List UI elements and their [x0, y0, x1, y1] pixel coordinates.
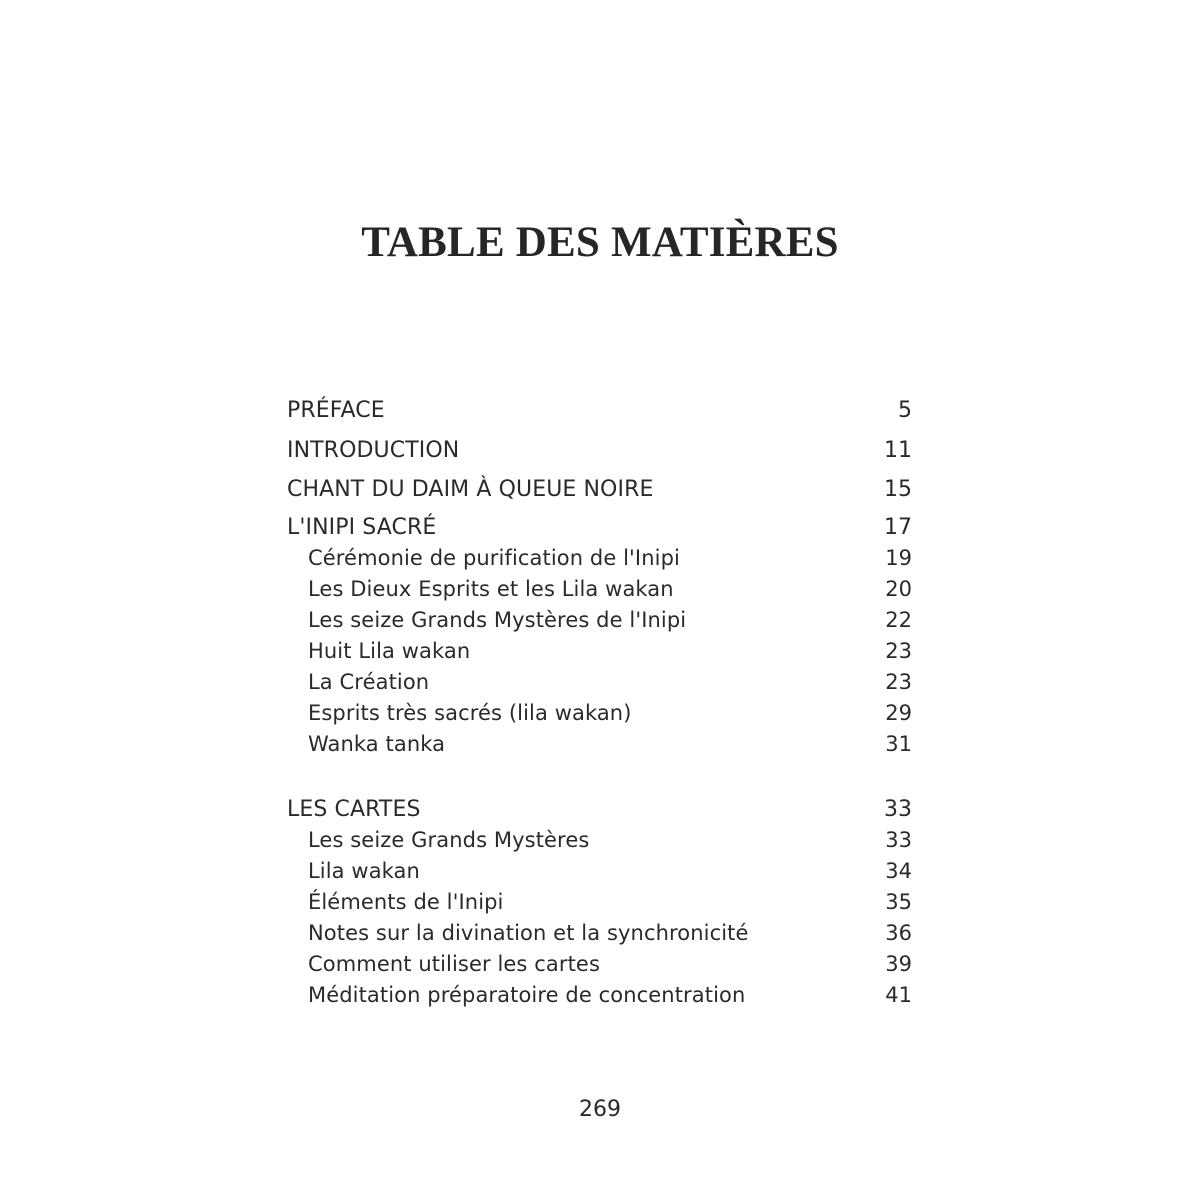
toc-entry-label: Les seize Grands Mystères: [308, 827, 590, 852]
toc-entry-page: 36: [885, 920, 912, 945]
toc-entry-les-cartes: [287, 794, 912, 825]
toc-subentry: [287, 856, 912, 887]
toc-subentry: [287, 949, 912, 980]
toc-subentry: [287, 698, 912, 729]
toc-entry-label: Huit Lila wakan: [308, 638, 471, 663]
toc-subentry: [287, 574, 912, 605]
toc-entry-label: INTRODUCTION: [287, 437, 460, 463]
toc-subentry: [287, 667, 912, 698]
table-of-contents: [287, 393, 912, 1011]
toc-entry-page: 33: [884, 796, 912, 822]
toc-entry-page: 20: [885, 576, 912, 601]
toc-entry-page: 23: [885, 669, 912, 694]
toc-entry-label: LES CARTES: [287, 796, 421, 822]
toc-subentry: [287, 636, 912, 667]
toc-entry-page: 15: [884, 477, 912, 502]
toc-subentry: [287, 543, 912, 574]
toc-subentry: [287, 729, 912, 760]
toc-entry-page: 35: [885, 889, 912, 914]
toc-entry-label: Wanka tanka: [308, 731, 446, 756]
toc-entry-page: 5: [898, 398, 912, 423]
toc-entry-introduction: [287, 433, 912, 473]
toc-entry-page: 11: [884, 437, 912, 463]
toc-entry-page: 29: [885, 700, 912, 725]
toc-entry-page: 23: [885, 638, 912, 663]
toc-entry-label: Lila wakan: [308, 858, 420, 883]
page-title: TABLE DES MATIÈRES: [361, 219, 839, 266]
toc-subentry: [287, 825, 912, 856]
toc-entry-label: Cérémonie de purification de l'Inipi: [308, 545, 680, 570]
toc-entry-label: Méditation préparatoire de concentration: [308, 982, 746, 1007]
toc-entry-page: 33: [885, 827, 912, 852]
toc-entry-page: 39: [885, 951, 912, 976]
toc-entry-chant-du-daim: [287, 472, 912, 512]
toc-entry-label: PRÉFACE: [287, 398, 385, 423]
toc-entry-page: 41: [885, 982, 912, 1007]
toc-entry-page: 17: [884, 514, 912, 540]
toc-entry-label: L'INIPI SACRÉ: [287, 514, 437, 540]
toc-entry-page: 19: [885, 545, 912, 570]
toc-entry-label: Esprits très sacrés (lila wakan): [308, 700, 632, 725]
toc-entry-label: Les Dieux Esprits et les Lila wakan: [308, 576, 674, 601]
toc-subentry: [287, 918, 912, 949]
toc-subentry: [287, 605, 912, 636]
toc-entry-preface: [287, 393, 912, 433]
page-number: 269: [579, 1097, 621, 1122]
toc-entry-page: 22: [885, 607, 912, 632]
toc-entry-label: Les seize Grands Mystères de l'Inipi: [308, 607, 687, 632]
toc-subentry: [287, 887, 912, 918]
toc-entry-page: 31: [885, 731, 912, 756]
toc-entry-page: 34: [885, 858, 912, 883]
toc-entry-label: Comment utiliser les cartes: [308, 951, 600, 976]
toc-entry-label: Éléments de l'Inipi: [308, 889, 504, 914]
toc-entry-label: La Création: [308, 669, 430, 694]
toc-entry-label: CHANT DU DAIM À QUEUE NOIRE: [287, 477, 654, 502]
toc-subentry: [287, 980, 912, 1011]
toc-entry-label: Notes sur la divination et la synchronicité: [308, 920, 749, 945]
toc-entry-inipi-sacre: [287, 512, 912, 543]
